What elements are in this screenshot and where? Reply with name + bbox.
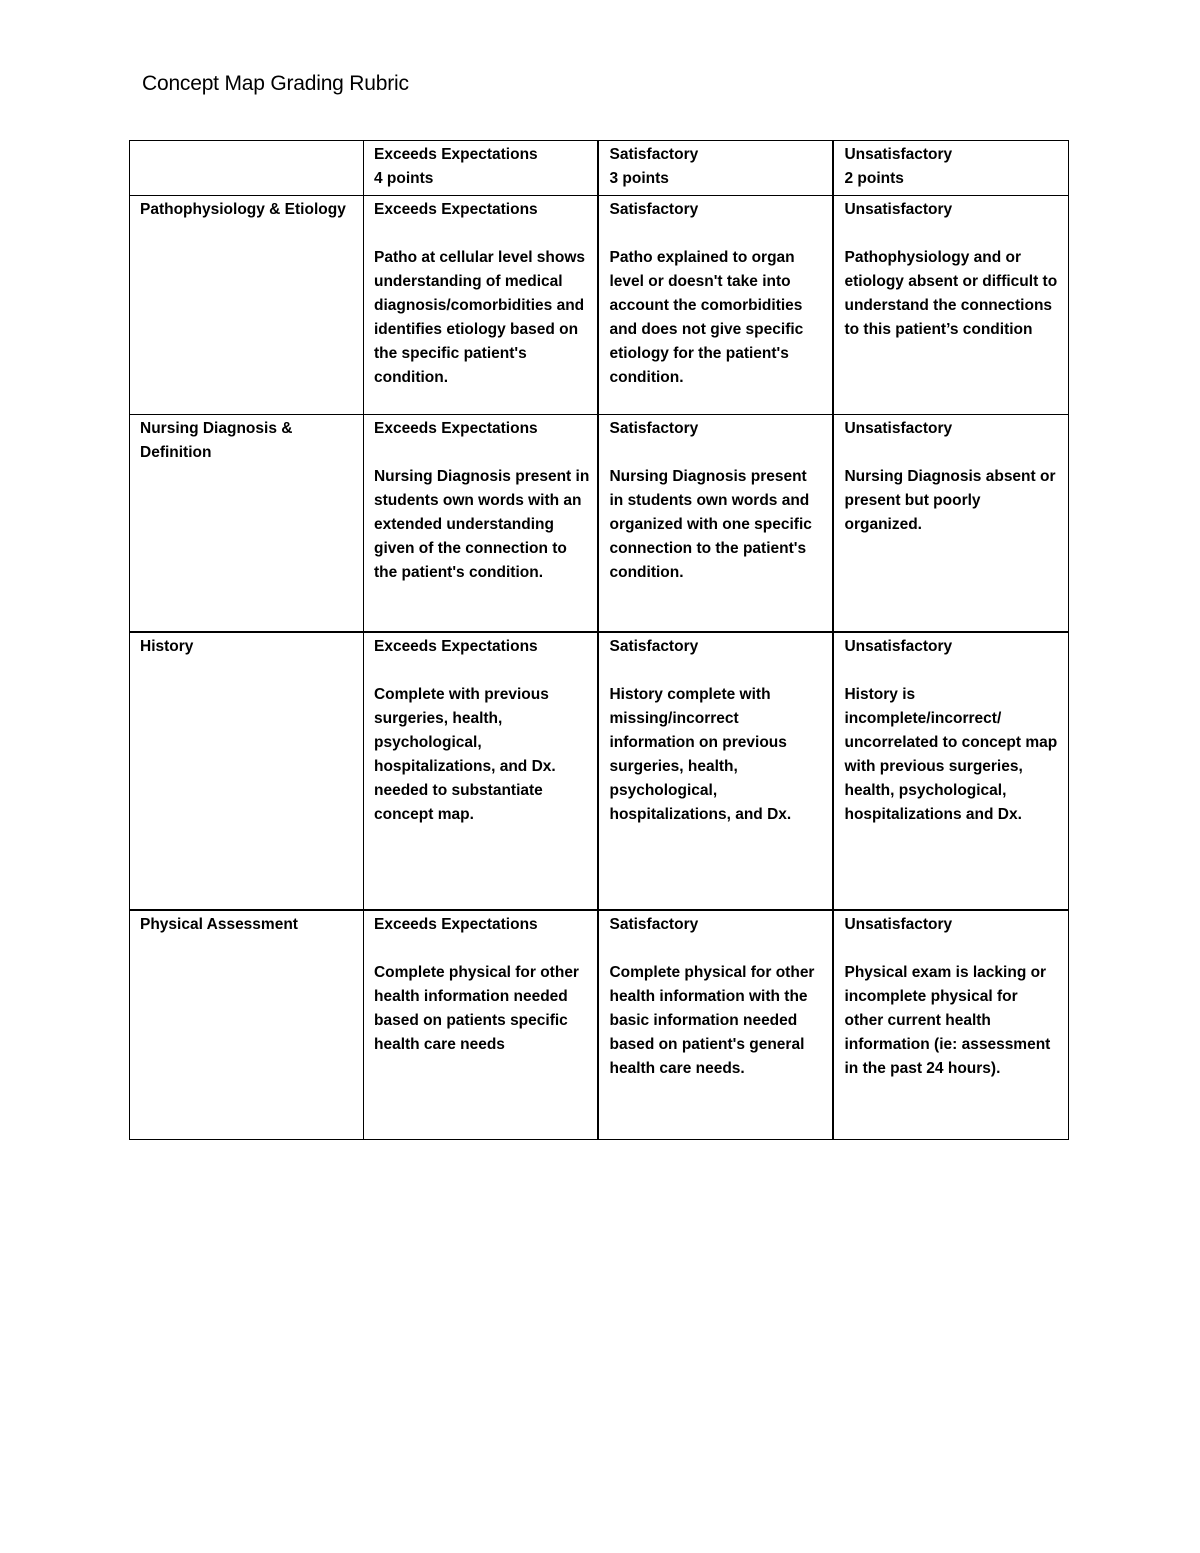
header-satisfactory-points: 3 points	[609, 170, 669, 187]
header-satisfactory-label: Satisfactory	[609, 146, 699, 163]
criterion-cell	[130, 196, 364, 415]
unsatisfactory-cell	[833, 910, 1068, 1140]
unsatisfactory-description: History is incomplete/incorrect/ uncorrelated to concept map with previous surgeries, health, psychological, hospitalizations and Dx.	[844, 686, 1058, 823]
criterion-label: Nursing Diagnosis & Definition	[140, 420, 293, 461]
header-exceeds-points: 4 points	[373, 170, 434, 187]
header-unsatisfactory-label: Unsatisfactory	[844, 146, 953, 163]
header-cell-exceeds	[363, 141, 598, 196]
header-exceeds-label: Exceeds Expectations	[373, 146, 538, 163]
criterion-label: Physical Assessment	[140, 916, 298, 933]
table-row	[130, 632, 1069, 910]
table-row	[130, 196, 1069, 415]
exceeds-cell	[363, 415, 598, 633]
header-unsatisfactory-points: 2 points	[844, 170, 904, 187]
document-title: Concept Map Grading Rubric	[142, 72, 409, 95]
criterion-cell	[130, 415, 364, 633]
unsatisfactory-cell	[833, 415, 1068, 633]
satisfactory-description: Complete physical for other health information with the basic information needed based on patient's general health care needs.	[609, 964, 815, 1077]
satisfactory-heading: Satisfactory	[609, 638, 699, 655]
satisfactory-cell	[598, 632, 833, 910]
exceeds-cell	[363, 632, 598, 910]
criterion-label: History	[140, 638, 194, 655]
exceeds-cell	[363, 910, 598, 1140]
satisfactory-description: History complete with missing/incorrect information on previous surgeries, health, psychological, hospitalizations, and Dx.	[609, 686, 792, 823]
table-row	[130, 415, 1069, 633]
exceeds-heading: Exceeds Expectations	[373, 638, 538, 655]
criterion-cell	[130, 632, 364, 910]
exceeds-heading: Exceeds Expectations	[373, 916, 538, 933]
exceeds-description: Patho at cellular level shows understanding of medical diagnosis/comorbidities and identifies etiology based on the specific patient's condition.	[373, 249, 586, 386]
satisfactory-cell	[598, 415, 833, 633]
unsatisfactory-heading: Unsatisfactory	[844, 201, 953, 218]
satisfactory-heading: Satisfactory	[609, 420, 699, 437]
unsatisfactory-heading: Unsatisfactory	[844, 420, 953, 437]
criterion-label: Pathophysiology & Etiology	[140, 201, 346, 218]
table-row	[130, 910, 1069, 1140]
unsatisfactory-cell	[833, 196, 1068, 415]
satisfactory-heading: Satisfactory	[609, 201, 699, 218]
exceeds-cell	[363, 196, 598, 415]
satisfactory-cell	[598, 910, 833, 1140]
unsatisfactory-description: Pathophysiology and or etiology absent or difficult to understand the connections to this patient’s condition	[844, 249, 1058, 338]
unsatisfactory-heading: Unsatisfactory	[844, 638, 953, 655]
satisfactory-description: Nursing Diagnosis present in students own words and organized with one specific connection to the patient's condition.	[609, 468, 812, 581]
satisfactory-description: Patho explained to organ level or doesn't take into account the comorbidities and does not give specific etiology for the patient's condition.	[609, 249, 804, 386]
rubric-table	[129, 140, 1069, 1140]
satisfactory-cell	[598, 196, 833, 415]
satisfactory-heading: Satisfactory	[609, 916, 699, 933]
header-cell-satisfactory	[598, 141, 833, 196]
header-empty-cell	[130, 141, 364, 196]
unsatisfactory-heading: Unsatisfactory	[844, 916, 953, 933]
unsatisfactory-cell	[833, 632, 1068, 910]
criterion-cell	[130, 910, 364, 1140]
unsatisfactory-description: Physical exam is lacking or incomplete physical for other current health information (ie: assessment in the past 24 hours).	[844, 964, 1051, 1077]
exceeds-description: Complete with previous surgeries, health, psychological, hospitalizations, and Dx. needed to substantiate concept map.	[373, 686, 556, 823]
unsatisfactory-description: Nursing Diagnosis absent or present but poorly organized.	[844, 468, 1056, 533]
exceeds-description: Complete physical for other health information needed based on patients specific health care needs	[373, 964, 579, 1053]
exceeds-heading: Exceeds Expectations	[373, 420, 538, 437]
exceeds-description: Nursing Diagnosis present in students own words with an extended understanding given of the connection to the patient's condition.	[373, 468, 590, 581]
header-row	[130, 141, 1069, 196]
exceeds-heading: Exceeds Expectations	[373, 201, 538, 218]
header-cell-unsatisfactory	[833, 141, 1068, 196]
